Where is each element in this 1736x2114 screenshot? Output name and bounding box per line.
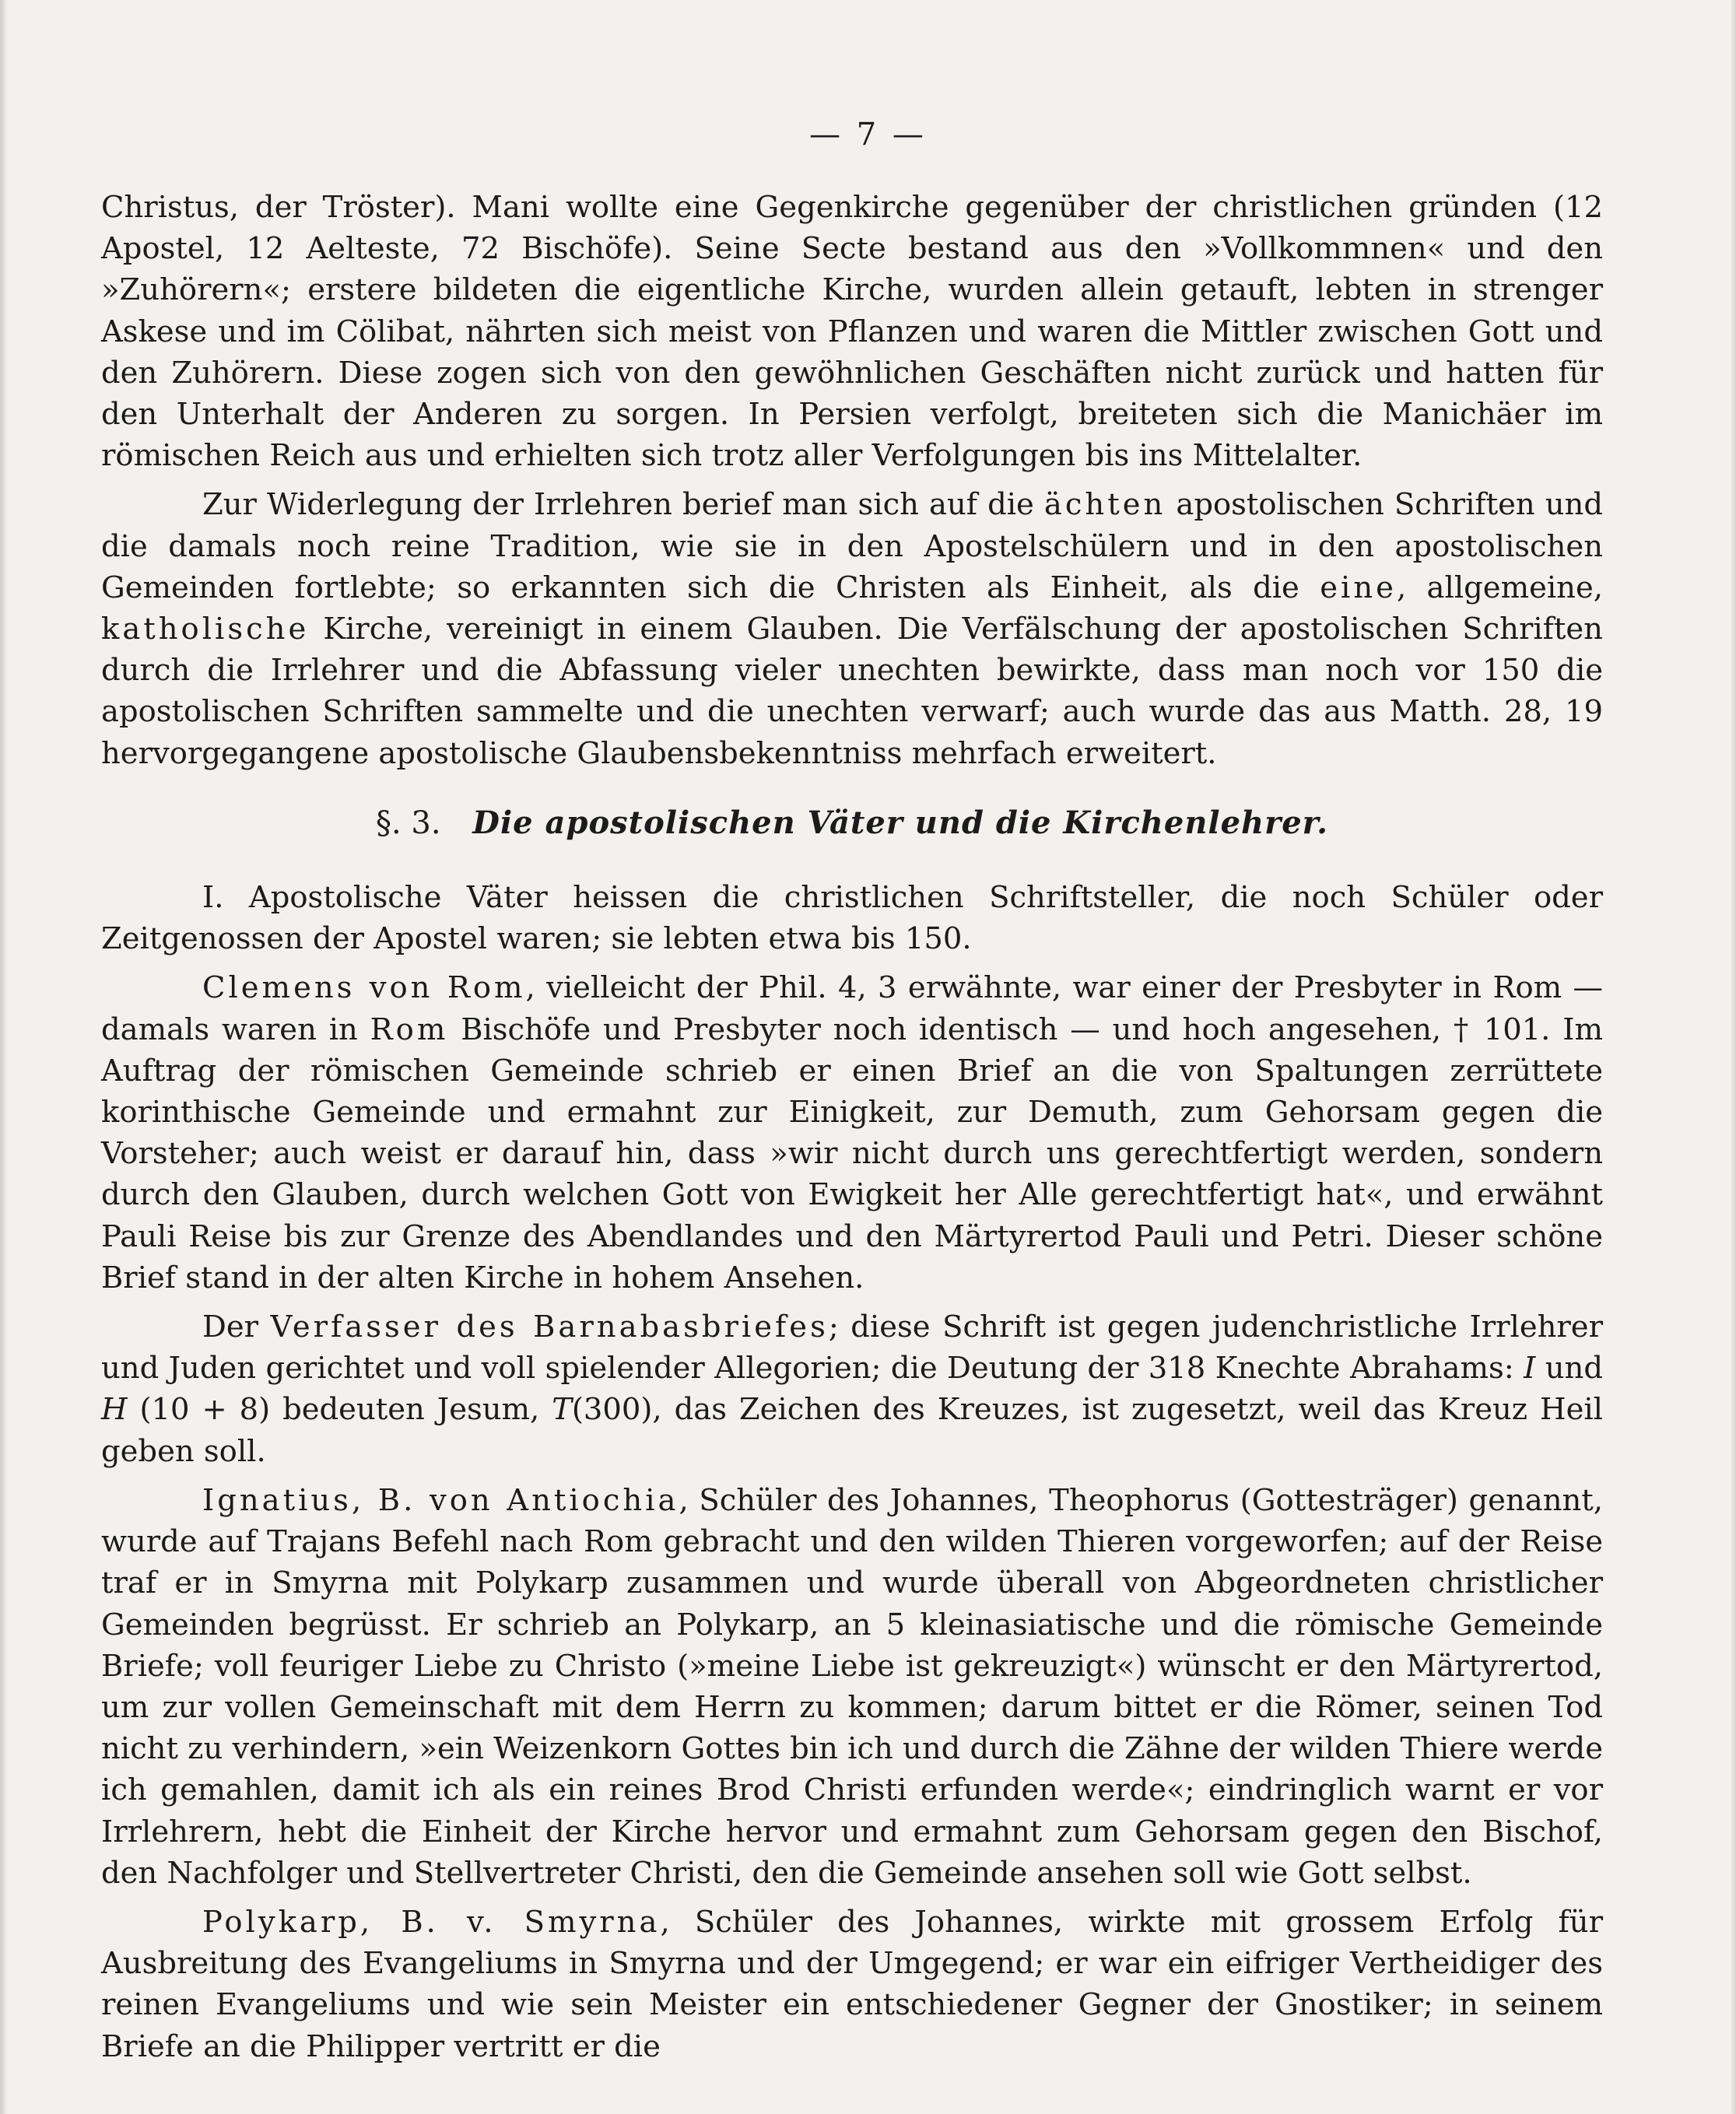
page-number: — 7 — bbox=[809, 117, 927, 153]
name-polykarp: Polykarp, B. v. Smyrna bbox=[202, 1904, 661, 1940]
text-run: ; diese Schrift ist gegen judenchristliche Irrlehrer und Juden gerichtet und voll spielender Allegorien; die Deutung der 318 Knechte Abrahams: bbox=[101, 1309, 1603, 1387]
text-run: (300), das Zeichen des Kreuzes, ist zugesetzt, weil das Kreuz Heil geben soll. bbox=[101, 1392, 1603, 1469]
emphasis-eine: eine bbox=[1320, 570, 1397, 605]
text-run: apostolischen Schriften und die damals noch reine Tradition, wie sie in den Apostelschülern und in den apostolischen Gemeinden fortlebte; so erkannten sich die Christen als Einheit, als die bbox=[101, 487, 1603, 605]
paragraph-manichaeans: Christus, der Tröster). Mani wollte eine Gegenkirche gegenüber der christlichen gründen (12 Apostel, 12 Aelteste, 72 Bischöfe). Seine Secte bestand aus den »Vollkommnen« und den »Zuhörern«; erstere bildeten die eigentliche Kirche, wurden allein getauft, lebten in strenger Askese und im Cölibat, nährten sich meist von Pflanzen und waren die Mittler zwischen Gott und den Zuhörern. Diese zogen sich von den gewöhnlichen Geschäften nicht zurück und hatten für den Unterhalt der Anderen zu sorgen. In Persien verfolgt, breiteten sich die Manichäer im römischen Reich aus und erhielten sich trotz aller Verfolgungen bis ins Mittelalter. bbox=[101, 190, 1603, 474]
letter-i: I bbox=[1524, 1351, 1536, 1387]
text-run: Bischöfe und Presbyter noch identisch — und hoch angesehen, † 101. Im Auftrag der römischen Gemeinde schrieb er einen Brief an die von Spaltungen zerrüttete korinthische Gemeinde und ermahnt zur Einigkeit, zur Demuth, zum Gehorsam gegen die Vorsteher; auch weist er darauf hin, dass »wir nicht durch uns gerechtfertigt werden, sondern durch den Glauben, durch welchen Gott von Ewigkeit her Alle gerechtfertigt hat«, und erwähnt Pauli Reise bis zur Grenze des Abendlandes und den Märtyrertod Pauli und Petri. Dieser schöne Brief stand in der alten Kirche in hohem Ansehen. bbox=[101, 1011, 1603, 1295]
emphasis-katholische: katholische bbox=[101, 612, 310, 647]
scan-edge-right bbox=[1730, 0, 1736, 2114]
body-text bbox=[101, 187, 1603, 2067]
section-title: Die apostolischen Väter und die Kirchenlehrer. bbox=[472, 804, 1328, 841]
text-run: Der bbox=[202, 1309, 259, 1345]
text-run: , Schüler des Johannes, wirkte mit grossem Erfolg für Ausbreitung des Evangeliums in Smyrna und der Umgegend; er war ein eifriger Vertheidiger des reinen Evangeliums und wie sein Meister ein entschiedener Gegner der Gnostiker; in seinem Briefe an die Philipper vertritt er die bbox=[101, 1904, 1603, 2064]
paragraph-clemens bbox=[101, 967, 1603, 1299]
name-barnabas: Verfasser des Barnabasbriefes bbox=[270, 1309, 829, 1345]
paragraph-refutation bbox=[101, 484, 1603, 773]
text-run: und bbox=[1545, 1351, 1603, 1387]
paragraph-barnabas bbox=[101, 1306, 1603, 1472]
emphasis-aechten: ächten bbox=[1043, 487, 1166, 523]
paragraph-apostolic-fathers: I. Apostolische Väter heissen die christlichen Schriftsteller, die noch Schüler oder Zeitgenossen der Apostel waren; sie lebten etwa bis 150. bbox=[101, 880, 1603, 957]
name-rom: Rom bbox=[370, 1011, 449, 1047]
paragraph-polykarp bbox=[101, 1902, 1603, 2067]
text-run: , Schüler des Johannes, Theophorus (Gottesträger) genannt, wurde auf Trajans Befehl nach Rom gebracht und den wilden Thieren vorgeworfen; auf der Reise traf er in Smyrna mit Polykarp zusammen und wurde überall von Abgeordneten christlicher Gemeinden begrüsst. Er schrieb an Polykarp, an 5 kleinasiatische und die römische Gemeinde Briefe; voll feuriger Liebe zu Christo (»meine Liebe ist gekreuzigt«) wünscht er den Märtyrertod, um zur vollen Gemeinschaft mit dem Herrn zu kommen; darum bittet er die Römer, seinen Tod nicht zu verhindern, »ein Weizenkorn Gottes bin ich und durch die Zähne der wilden Thiere werde ich gemahlen, damit ich als ein reines Brod Christi erfunden werde«; eindringlich warnt er vor Irrlehrern, hebt die Einheit der Kirche hervor und ermahnt zum Gehorsam gegen den Bischof, den Nachfolger und Stellvertreter Christi, den die Gemeinde ansehen soll wie Gott selbst. bbox=[101, 1482, 1603, 1891]
paragraph-ignatius bbox=[101, 1480, 1603, 1894]
letter-h: H bbox=[101, 1392, 128, 1428]
section-number: §. 3. bbox=[375, 805, 441, 841]
name-ignatius: Ignatius, B. von Antiochia bbox=[202, 1482, 679, 1518]
section-heading bbox=[101, 802, 1603, 844]
scan-edge-left bbox=[0, 0, 8, 2114]
text-run: (10 + 8) bedeuten Jesum, bbox=[139, 1392, 540, 1428]
text-run: , vielleicht der Phil. 4, 3 erwähnte, war einer der Presbyter in Rom — damals waren in bbox=[101, 970, 1603, 1047]
name-clemens: Clemens von Rom bbox=[202, 970, 526, 1006]
letter-t: T bbox=[552, 1392, 572, 1428]
text-run: Kirche, vereinigt in einem Glauben. Die Verfälschung der apostolischen Schriften durch die Irrlehrer und die Abfassung vieler unechten bewirkte, dass man noch vor 150 die apostolischen Schriften sammelte und die unechten verwarf; auch wurde das aus Matth. 28, 19 hervorgegangene apostolische Glaubensbekenntniss mehrfach erweitert. bbox=[101, 612, 1603, 771]
text-run: Zur Widerlegung der Irrlehren berief man sich auf die bbox=[202, 487, 1034, 523]
text-run: , allgemeine, bbox=[1396, 570, 1603, 605]
